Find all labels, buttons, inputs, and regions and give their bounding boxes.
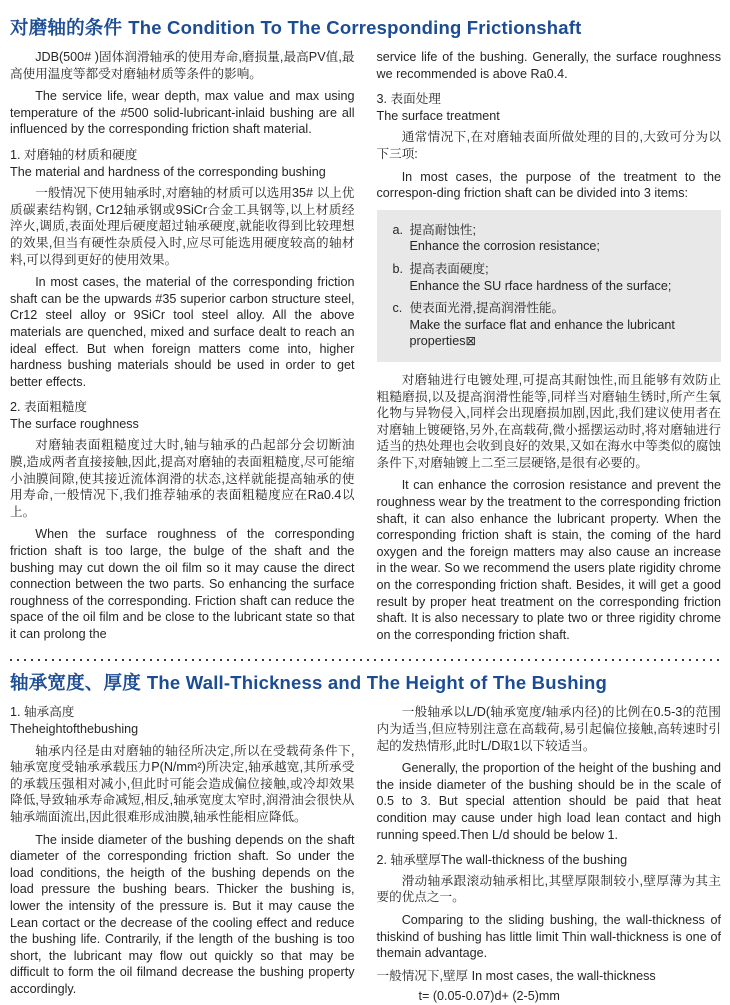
paragraph-en: service life of the bushing. Generally, the surface roughness we recommended is above Ra0.4.	[376, 50, 721, 81]
subheading-en: The material and hardness of the corresponding bushing	[10, 164, 326, 179]
subheading-cn: 3. 表面处理	[376, 92, 441, 107]
paragraph-en: The inside diameter of the bushing depends on the shaft diameter of the corresponding friction shaft. So under the load conditions, the heigth of the bushing depends on the load pressure the bushing bears. Thicker the bushing is, lower the intensity of the pressure is. But it may cause the Lean cortact or the decrease of the cooling effect and reduce the bushing life. Contrarily, if the length of the bushing is too short, the lubricant may flow out quickly so that may be difficult to form the oil filmand decrease the bushing property accordingly.	[10, 832, 355, 996]
two-column-layout	[10, 49, 721, 649]
paragraph-cn: 滑动轴承跟滚动轴承相比,其壁厚限制较小,壁厚薄为其主要的优点之一。	[376, 873, 721, 905]
paragraph-en: It can enhance the corrosion resistance and prevent the roughness wear by the treatment to the corresponding friction shaft, it can also enhance the lubricant property. When the corresponding friction shaft is stain, the coming of the hard oxygen and the foreign matters may also cause an increase in the wear. So we recommend the users plate rigidity chrome on the corresponding friction shaft. Besides, it will get a good result by proper heat treatment on the corresponding friction shaft. It is also necessary to plate two or three rigidity chrome on the corresponding friction shaft.	[376, 478, 721, 642]
item-text	[410, 300, 710, 350]
paragraph-cn: 轴承内径是由对磨轴的轴径所决定,所以在受载荷条件下,轴承宽度受轴承承载压力P(N/mm²)所决定,轴承越宽,其所承受的承载压强相对减小,但此时可能会造成偏位接触,或冷却效果降低,导致轴承寿命减短,相反,轴承宽度太窄时,润滑油会很快从轴承端面流出,因此很难形成油膜,轴承性能相应降低。	[10, 743, 355, 824]
paragraph-en: Comparing to the sliding bushing, the wall-thickness of thiskind of bushing has little limit Thin wall-thickness is one of themain advantage.	[376, 912, 721, 961]
paragraph-en: The service life, wear depth, max value and max using temperature of the #500 solid-lubricant-inlaid bushing are all influenced by the corresponding friction shaft material.	[10, 89, 355, 137]
subheading-mixed: 2. 轴承壁厚The wall-thickness of the bushing	[376, 853, 628, 868]
item-en: Enhance the SU rface hardness of the surface;	[409, 278, 672, 293]
subheading-en: The surface treatment	[376, 108, 500, 123]
two-column-layout	[10, 704, 721, 1005]
item-cn: 使表面光滑,提高润滑性能。	[409, 301, 565, 316]
column-right	[377, 704, 722, 1005]
subheading-en: Theheightofthebushing	[10, 722, 139, 736]
subheading-cn: 1. 对磨轴的材质和硬度	[10, 147, 138, 162]
item-label: c.	[392, 301, 403, 316]
item-label: a.	[392, 222, 404, 237]
section-title-en: The Condition To The Corresponding Frictionshaft	[128, 17, 582, 38]
item-en: Enhance the corrosion resistance;	[409, 239, 600, 254]
item-cn: 提高表面硬度;	[409, 261, 489, 276]
treatment-items-box	[377, 210, 722, 362]
paragraph-cn: JDB(500# )固体润滑轴承的使用寿命,磨损量,最高PV值,最高使用温度等都受对磨轴材质等条件的影响。	[10, 50, 355, 81]
item-cn: 提高耐蚀性;	[409, 222, 476, 237]
paragraph-en: When the surface roughness of the corresponding friction shaft is too large, the bulge of the shaft and the bushing may cut down the oil film so it may cause the direct connection between the two parts. So enhancing the surface roughness of the corresponding. Friction shaft can reduce the space of the oil film and be close to the lubricant state so that it can prolong the	[10, 527, 355, 641]
section-title-cn: 轴承宽度、厚度	[10, 672, 141, 694]
section-friction-shaft-condition	[10, 14, 721, 649]
section-title	[10, 669, 721, 695]
paragraph-cn: 通常情况下,在对磨轴表面所做处理的目的,大致可分为以下三项:	[376, 130, 721, 161]
section-title	[10, 14, 721, 40]
paragraph-en: In most cases, the material of the corresponding friction shaft can be the upwards #35 superior carbon structure steel, Cr12 steel alloy or 9SiCr tool steel alloy. All the above materials are quenched, mixed and surface dealt to reach an ideal effect. But when foreign matters come into, higher hardness bushing materials should be used in order to get better effects.	[10, 275, 355, 389]
column-right	[377, 49, 722, 649]
box-item-b	[393, 261, 710, 294]
item-text	[410, 261, 672, 294]
paragraph-cn: 对磨轴进行电镀处理,可提高其耐蚀性,而且能够有效防止粗糙磨损,以及提高润滑性能等,同样当对磨轴生锈时,所产生氧化物与异物侵入,同样会出现磨损加剧,因此,我们建议使用者在对磨轴上镀硬铬,另外,在高载荷,微小摇摆运动时,将对磨轴进行适当的热处理也会收到良好的效果,又如在海水中等类似的腐蚀条件下,对磨轴镀上二至三层硬铬,是很有必要的。	[376, 372, 721, 470]
box-item-c	[393, 300, 710, 350]
paragraph-en: Generally, the proportion of the height of the bushing and the inside diameter of the bushing should be in the scale of 0.5 to 3. But special attention should be paid that heat condition may cause under high load lean contact and high running speed.Then L/d should be below 1.	[376, 761, 721, 842]
section-bushing-dimensions	[10, 669, 721, 1005]
item-en: Make the surface flat and enhance the lubricant properties⊠	[409, 317, 675, 349]
subheading-cn: 1. 轴承高度	[10, 705, 75, 720]
column-left	[10, 49, 355, 649]
paragraph-cn: 对磨轴表面粗糙度过大时,轴与轴承的凸起部分会切断油膜,造成两者直接接触,因此,提高对磨轴的表面粗糙度,尽可能缩小油膜间隙,使其接近流体润滑的状态,这样就能提高轴承的使用寿命,一般情况下,我们推荐轴承的表面粗糙度应在Ra0.4以上。	[10, 438, 355, 519]
section-title-cn: 对磨轴的条件	[10, 17, 123, 38]
column-left	[10, 704, 355, 1005]
item-text	[410, 222, 600, 255]
wall-thickness-formula: t= (0.05-0.07)d+ (2-5)mm	[418, 989, 560, 1004]
wall-thickness-intro: 一般情况下,壁厚 In most cases, the wall-thickness	[376, 968, 656, 983]
dotted-divider	[10, 659, 721, 661]
box-item-a	[393, 222, 710, 255]
paragraph-cn: 一般情况下使用轴承时,对磨轴的材质可以选用35# 以上优质碳素结构钢, Cr12轴承钢或9SiCr合金工具钢等,以上材质经淬火,调质,表面处理后硬度超过轴承硬度,就能收得到比较理想的效果,但当有硬性杂质侵入时,应尽可能选用硬度较高的轴材料,可以得到更好的使用效果。	[10, 186, 355, 267]
paragraph-en: In most cases, the purpose of the treatment to the correspon-ding friction shaft can be divided into 3 items:	[376, 169, 721, 201]
section-title-en: The Wall-Thickness and The Height of The Bushing	[146, 672, 608, 694]
item-label: b.	[392, 261, 404, 276]
paragraph-cn: 一般轴承以L/D(轴承宽度/轴承内径)的比例在0.5-3的范围内为适当,但应特别注意在高载荷,易引起偏位接触,高转速时引起的发热情形,此时L/D取1以下较适当。	[376, 705, 721, 753]
subheading-en: The surface roughness	[10, 416, 139, 431]
subheading-cn: 2. 表面粗糙度	[10, 400, 87, 415]
